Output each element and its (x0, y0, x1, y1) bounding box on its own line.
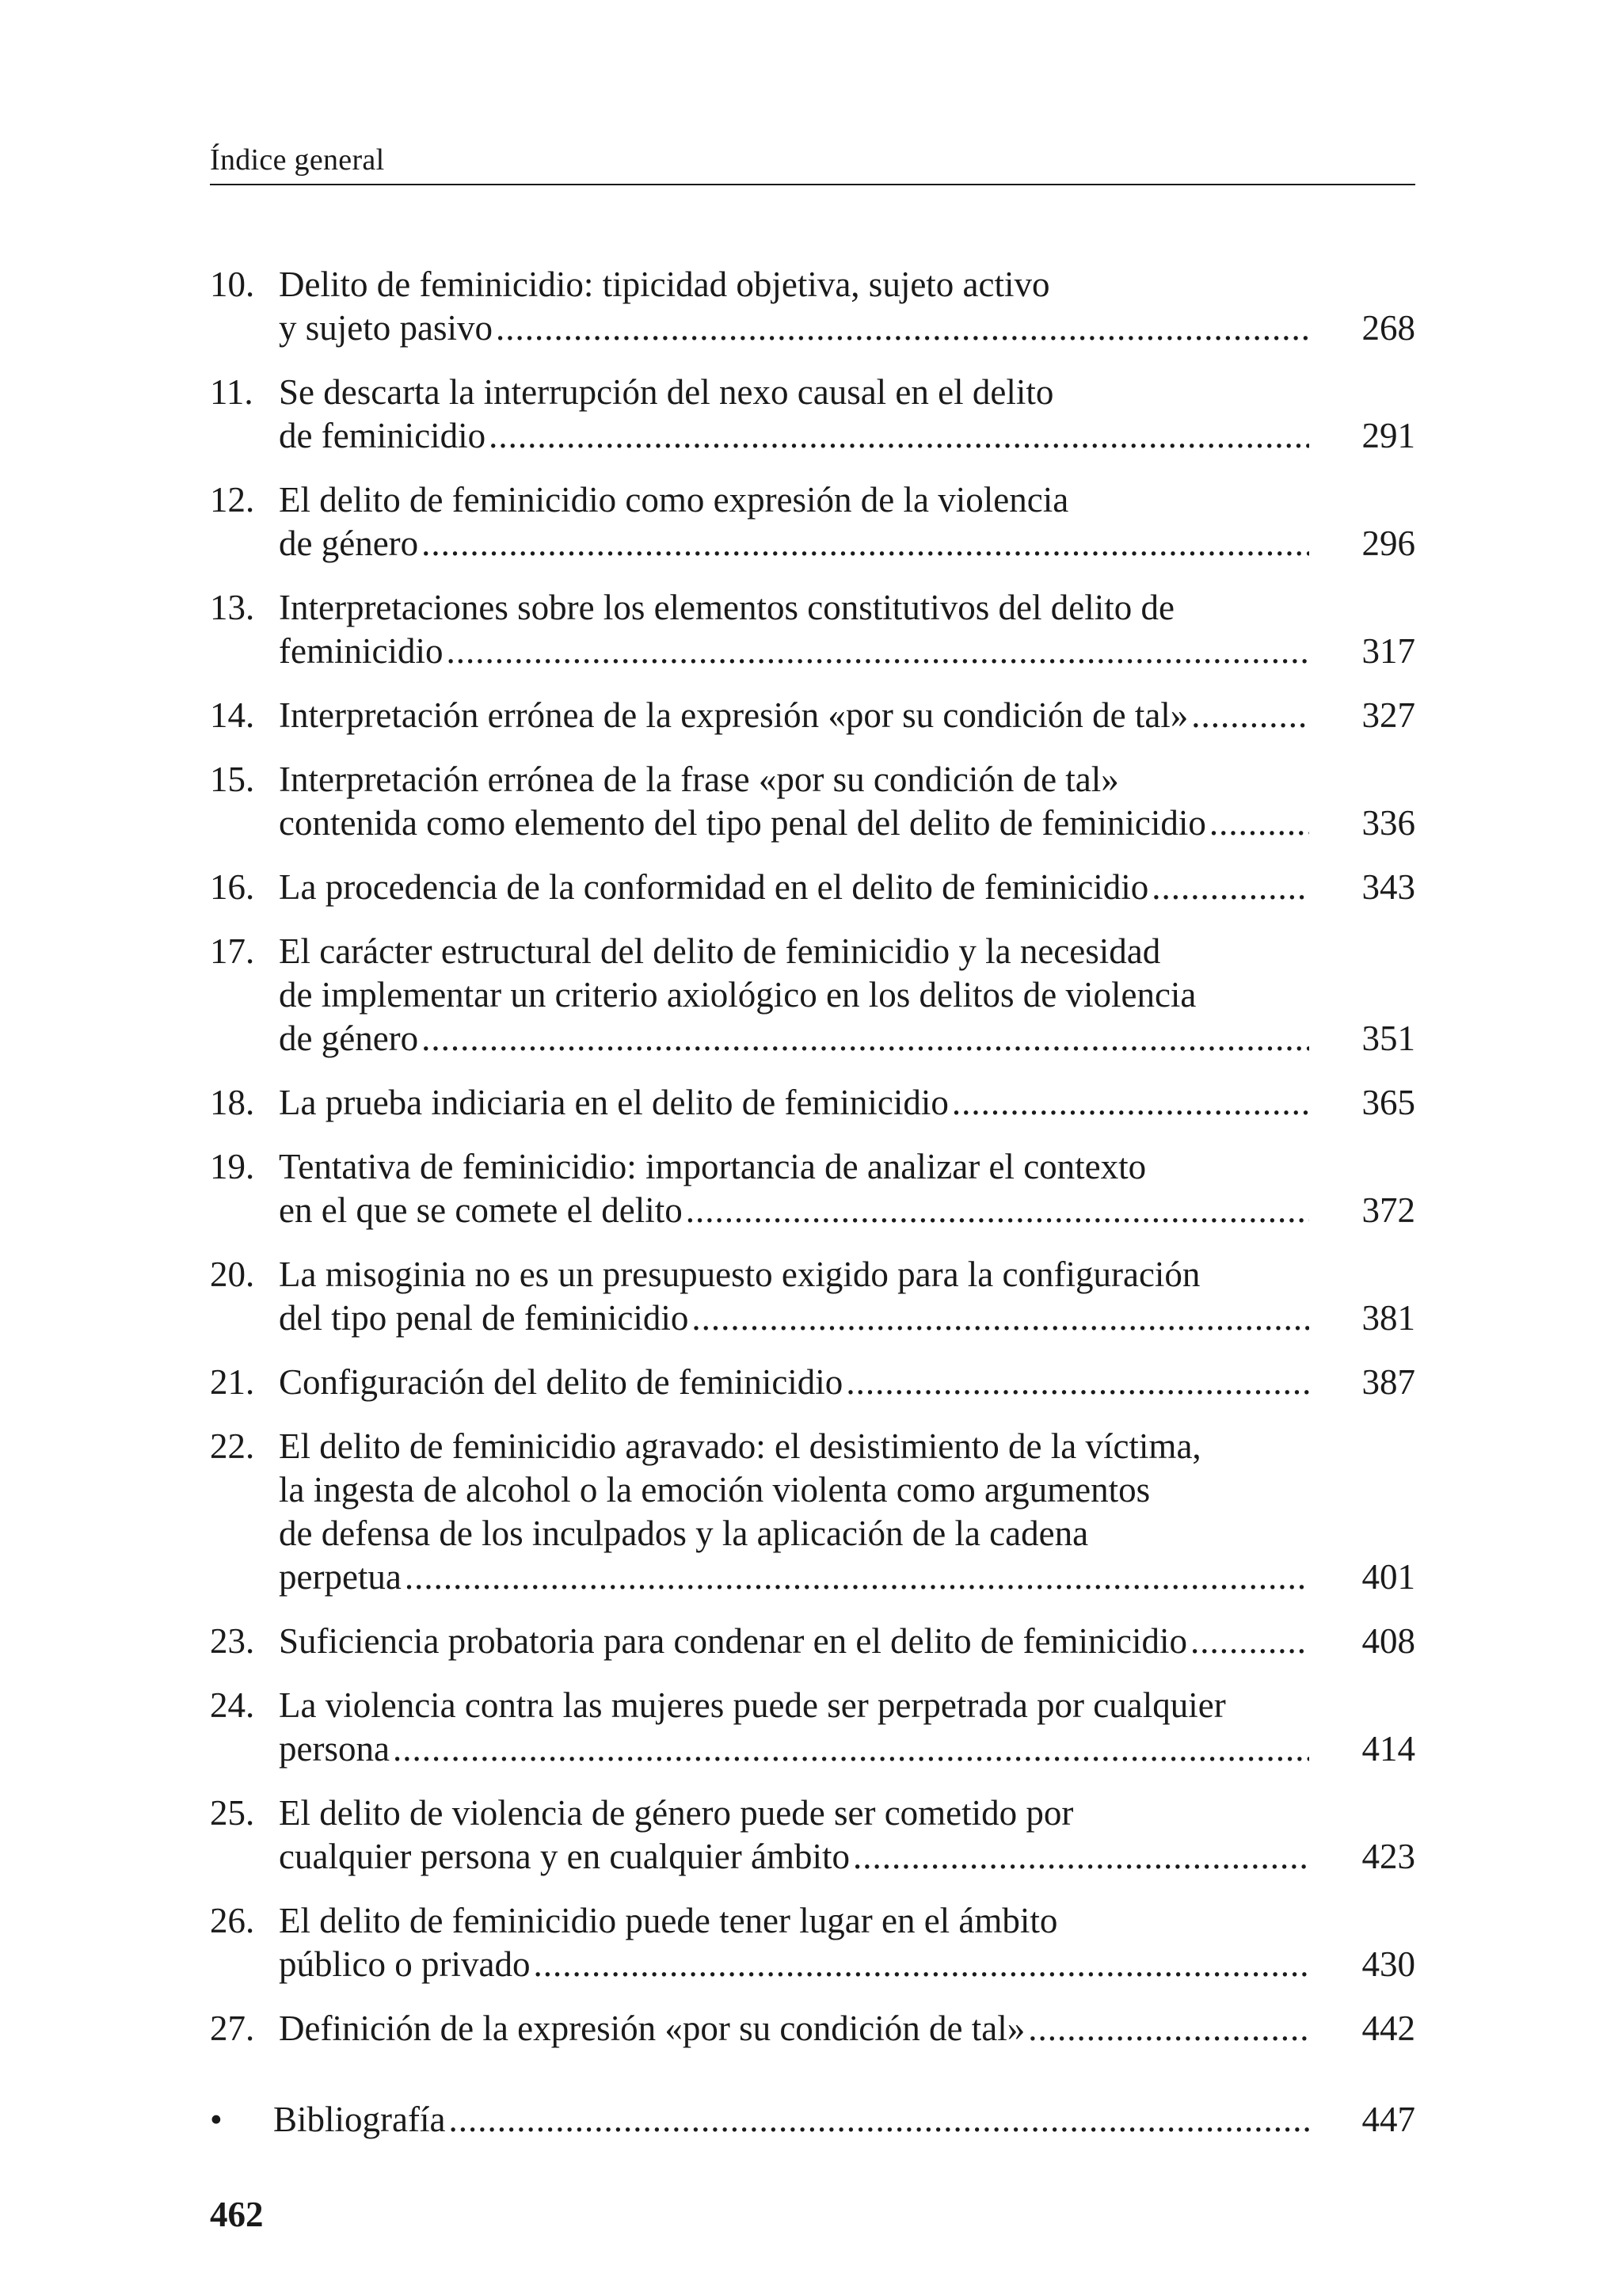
toc-entry-number: 12. (210, 480, 255, 520)
toc-entry (210, 2007, 1415, 2050)
toc-entry-number: 27. (210, 2009, 255, 2048)
toc-entry-title-line-leader (279, 1296, 1415, 1340)
toc-entry-number: 21. (210, 1362, 255, 1402)
toc-entry-number: 19. (210, 1147, 255, 1186)
toc-entry-number: 26. (210, 1901, 255, 1940)
toc-entry (210, 694, 1415, 737)
toc-entry-title-line: Interpretación errónea de la expresión «por su condición de tal» (279, 695, 1189, 735)
toc-entry-title-line: perpetua (279, 1557, 402, 1597)
toc-entry-title-line-leader (279, 802, 1415, 845)
toc-entry (210, 1145, 1415, 1232)
toc-entry-title-line-leader (279, 1835, 1415, 1879)
toc-entry-number: 11. (210, 372, 253, 412)
toc-entry-title-line: El delito de feminicidio agravado: el desistimiento de la víctima, (279, 1426, 1201, 1466)
toc-entry-page[interactable]: 327 (1361, 695, 1415, 735)
toc-entry-title-line: Delito de feminicidio: tipicidad objetiva, sujeto activo (279, 265, 1050, 304)
toc-entry-title-line: cualquier persona y en cualquier ámbito (279, 1837, 850, 1876)
toc-entry-title-line: público o privado (279, 1944, 531, 1984)
dot-leader (533, 1943, 1309, 1986)
dot-leader (489, 414, 1309, 458)
toc-entry-page[interactable]: 351 (1361, 1019, 1415, 1058)
toc-entry-number: 23. (210, 1621, 255, 1661)
toc-entry (210, 758, 1415, 845)
header-title: Índice general (210, 143, 385, 177)
toc-entry-page[interactable]: 317 (1361, 631, 1415, 671)
toc-entry-title-line-leader (279, 414, 1415, 458)
toc-entry-page[interactable]: 401 (1361, 1557, 1415, 1597)
toc-entry-title-line-leader (279, 1361, 1415, 1404)
toc-entry-title-line: la ingesta de alcohol o la emoción violenta como argumentos (279, 1470, 1151, 1510)
toc-entry-title-line: La prueba indiciaria en el delito de feminicidio (279, 1083, 949, 1122)
toc-entry (210, 1620, 1415, 1663)
dot-leader (446, 630, 1309, 673)
toc-entry-page[interactable]: 381 (1361, 1298, 1415, 1338)
dot-leader (1191, 694, 1309, 737)
toc-entry-title-line-leader (279, 694, 1415, 737)
toc-entry (210, 1791, 1415, 1879)
dot-leader (421, 1017, 1309, 1060)
toc-entry-title-line: de defensa de los inculpados y la aplicación de la cadena (279, 1514, 1089, 1553)
dot-leader (448, 2098, 1309, 2142)
toc-entry-number: 13. (210, 588, 255, 627)
toc-entry-title-line: contenida como elemento del tipo penal del delito de feminicidio (279, 803, 1206, 843)
toc-entry-page[interactable]: 336 (1361, 803, 1415, 843)
toc-entry-number: 15. (210, 760, 255, 799)
toc-entry-number: 20. (210, 1255, 255, 1294)
toc-entry (210, 1684, 1415, 1771)
toc-entry (210, 1899, 1415, 1986)
toc-entry-number: 16. (210, 867, 255, 907)
toc-entry-title-line: de género (279, 524, 419, 563)
toc-entry-title-line-leader (279, 522, 1415, 565)
toc-entry-number: 10. (210, 265, 255, 304)
toc-entry-title-line: de implementar un criterio axiológico en los delitos de violencia (279, 975, 1197, 1015)
toc-entry-title-line: Tentativa de feminicidio: importancia de analizar el contexto (279, 1147, 1147, 1186)
toc-entry-title-line: y sujeto pasivo (279, 308, 493, 348)
toc-entry-page[interactable]: 442 (1361, 2009, 1415, 2048)
dot-leader (846, 1361, 1309, 1404)
toc-entry-title-line: de feminicidio (279, 416, 486, 455)
toc-entry-title-line-leader (279, 1620, 1415, 1663)
toc-entry-number: 22. (210, 1426, 255, 1466)
toc-entry-title-line: Configuración del delito de feminicidio (279, 1362, 843, 1402)
dot-leader (952, 1081, 1309, 1125)
toc-entry-title-line: El carácter estructural del delito de feminicidio y la necesidad (279, 931, 1161, 971)
toc-entry-title-line-leader (273, 2098, 1415, 2142)
toc-entry-title-line-leader (279, 2007, 1415, 2050)
toc-entry-title-line-leader (279, 1555, 1415, 1599)
toc-entry (210, 1081, 1415, 1125)
toc-entry-page[interactable]: 414 (1361, 1729, 1415, 1769)
toc-entry-title-line-leader (279, 1727, 1415, 1771)
toc-entry (210, 2098, 1415, 2142)
toc-entry-page[interactable]: 372 (1361, 1190, 1415, 1230)
toc-entry-page[interactable]: 423 (1361, 1837, 1415, 1876)
toc-entry-title-line: Bibliografía (273, 2100, 446, 2139)
dot-leader (686, 1189, 1309, 1232)
dot-leader (1209, 802, 1309, 845)
toc-entry-page[interactable]: 296 (1361, 524, 1415, 563)
dot-leader (421, 522, 1309, 565)
toc-entry (210, 371, 1415, 458)
toc-entry-title-line: feminicidio (279, 631, 444, 671)
toc-entry-page[interactable]: 343 (1361, 867, 1415, 907)
toc-entry-number: 17. (210, 931, 255, 971)
toc-entry-page[interactable]: 291 (1361, 416, 1415, 455)
toc-entry-number: 24. (210, 1685, 255, 1725)
toc-entry (210, 478, 1415, 565)
toc-entry-title-line-leader (279, 1017, 1415, 1060)
toc-entry-number: 25. (210, 1793, 255, 1833)
toc-entry-title-line-leader (279, 1189, 1415, 1232)
dot-leader (393, 1727, 1309, 1771)
dot-leader (691, 1296, 1309, 1340)
table-of-contents (210, 263, 1415, 2162)
toc-entry-title-line: Se descarta la interrupción del nexo causal en el delito (279, 372, 1054, 412)
toc-entry-title-line: La misoginia no es un presupuesto exigido para la configuración (279, 1255, 1201, 1294)
toc-entry-page[interactable]: 447 (1361, 2100, 1415, 2139)
toc-entry-page[interactable]: 387 (1361, 1362, 1415, 1402)
toc-entry (210, 1253, 1415, 1340)
toc-entry-title-line: en el que se comete el delito (279, 1190, 683, 1230)
toc-entry (210, 586, 1415, 673)
toc-entry-page[interactable]: 268 (1361, 308, 1415, 348)
dot-leader (405, 1555, 1309, 1599)
dot-leader (853, 1835, 1309, 1879)
dot-leader (1152, 866, 1309, 909)
toc-entry-number: 18. (210, 1083, 255, 1122)
toc-entry (210, 1425, 1415, 1599)
toc-entry-title-line: El delito de feminicidio como expresión de la violencia (279, 480, 1069, 520)
toc-entry-title-line: Suficiencia probatoria para condenar en el delito de feminicidio (279, 1621, 1188, 1661)
dot-leader (496, 307, 1309, 350)
toc-entry-page[interactable]: 430 (1361, 1944, 1415, 1984)
toc-entry-title-line: La violencia contra las mujeres puede ser perpetrada por cualquier (279, 1685, 1226, 1725)
toc-entry-number: • (210, 2100, 223, 2139)
toc-entry-title-line: del tipo penal de feminicidio (279, 1298, 689, 1338)
toc-entry-title-line-leader (279, 1943, 1415, 1986)
dot-leader (1028, 2007, 1309, 2050)
toc-entry (210, 1361, 1415, 1404)
toc-entry-title-line: de género (279, 1019, 419, 1058)
toc-entry-title-line: La procedencia de la conformidad en el delito de feminicidio (279, 867, 1149, 907)
toc-entry-title-line-leader (279, 630, 1415, 673)
toc-entry-number: 14. (210, 695, 255, 735)
toc-entry-title-line: persona (279, 1729, 390, 1769)
toc-entry (210, 263, 1415, 350)
toc-entry-title-line: El delito de violencia de género puede ser cometido por (279, 1793, 1074, 1833)
dot-leader (1190, 1620, 1309, 1663)
toc-entry-page[interactable]: 365 (1361, 1083, 1415, 1122)
toc-entry-title-line-leader (279, 307, 1415, 350)
page-number: 462 (210, 2195, 264, 2234)
toc-entry-page[interactable]: 408 (1361, 1621, 1415, 1661)
toc-entry-title-line: Interpretación errónea de la frase «por su condición de tal» (279, 760, 1119, 799)
toc-entry-title-line: Interpretaciones sobre los elementos constitutivos del delito de (279, 588, 1175, 627)
running-header (210, 141, 1415, 185)
toc-entry-title-line-leader (279, 1081, 1415, 1125)
toc-entry-title-line: El delito de feminicidio puede tener lugar en el ámbito (279, 1901, 1058, 1940)
toc-entry-title-line-leader (279, 866, 1415, 909)
toc-entry (210, 866, 1415, 909)
toc-entry-title-line: Definición de la expresión «por su condición de tal» (279, 2009, 1026, 2048)
toc-entry (210, 930, 1415, 1060)
